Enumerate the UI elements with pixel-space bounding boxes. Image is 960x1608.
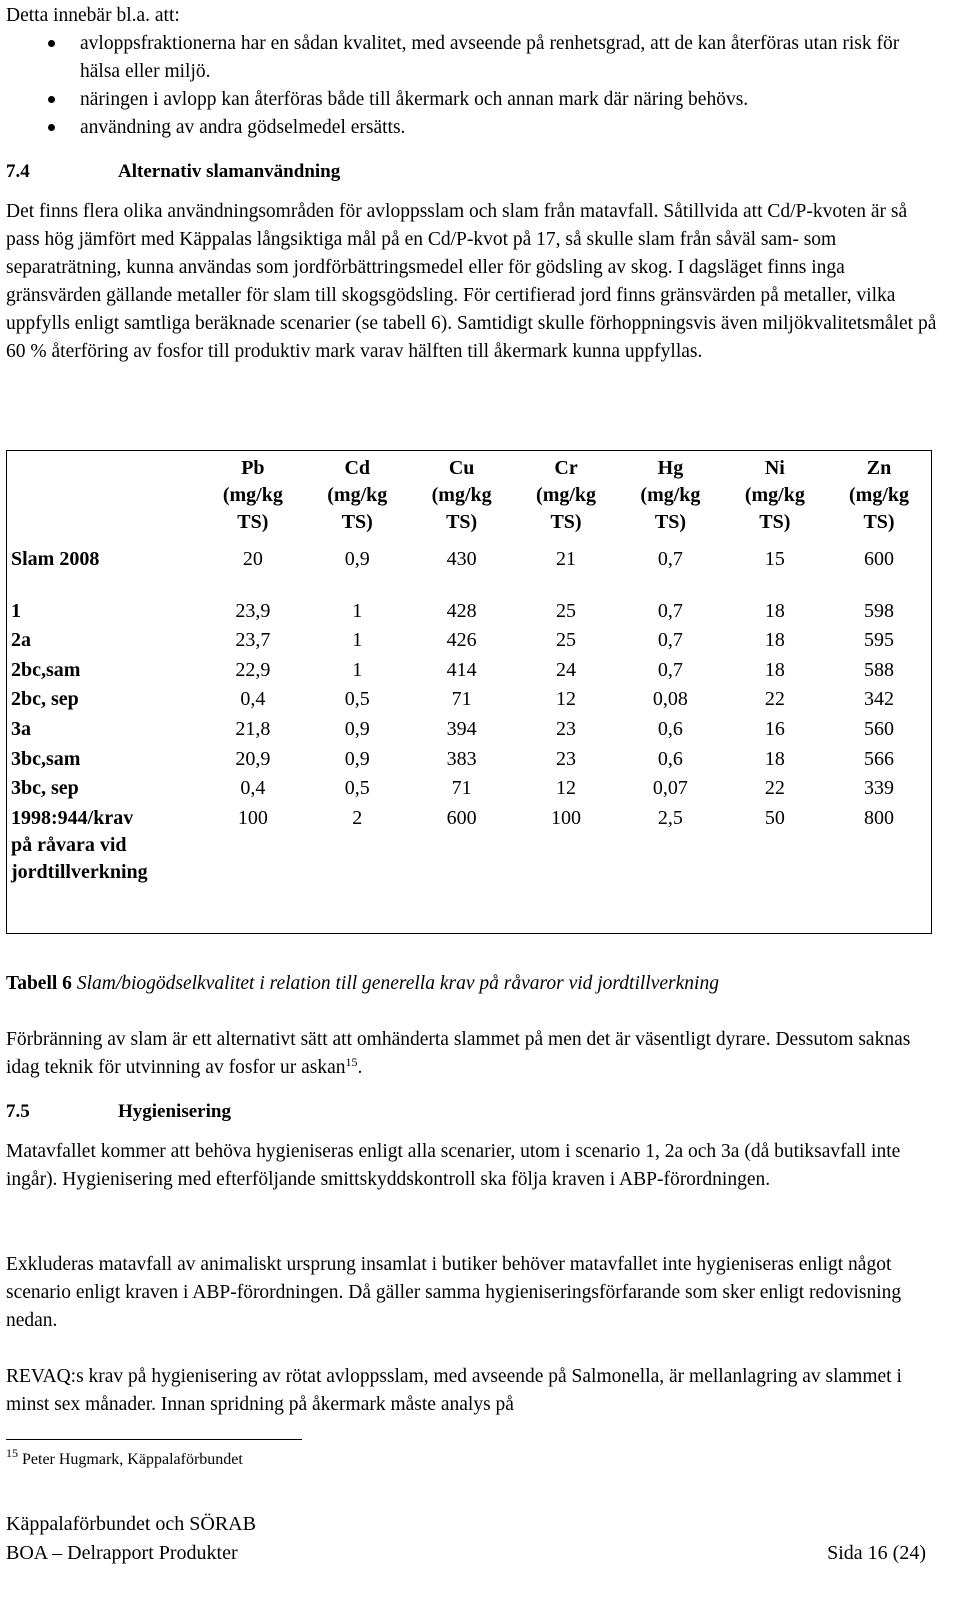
table-cell: 25 <box>556 599 577 622</box>
table-cell: 23,9 <box>235 599 271 622</box>
table-cell: 426 <box>446 629 477 652</box>
table-cell: 0,7 <box>657 658 683 681</box>
table-cell: 18 <box>764 629 785 652</box>
table-header-cell: Zn (mg/kg TS) <box>849 457 909 533</box>
table-cell: 0,07 <box>652 777 688 800</box>
paragraph-hygienisering-1: Matavfallet kommer att behöva hygieniseras enligt alla scenarier, utom i scenario 1, 2a och 3a (då butiksavfall inte ingår). Hygienisering med efterföljande smittskyddskontroll ska följa kraven i ABP-förordningen. <box>6 1141 901 1190</box>
table-cell: 600 <box>446 806 477 829</box>
section-title: Alternativ slamanvändning <box>118 161 341 182</box>
row-label: 3bc, sep <box>11 777 79 800</box>
table-cell: 0,6 <box>657 747 683 770</box>
list-item: näringen i avlopp kan återföras både till åkermark och annan mark där näring behövs. <box>6 86 940 114</box>
table-cell: 23 <box>556 718 577 741</box>
table-cell: 0,9 <box>344 547 370 570</box>
caption-text: Slam/biogödselkvalitet i relation till generella krav på råvaror vid jordtillverkning <box>76 973 719 994</box>
table-cell: 0,5 <box>344 777 370 800</box>
paragraph-hygienisering-2: Exkluderas matavfall av animaliskt ursprung insamlat i butiker behöver matavfallet inte hygieniseras enligt något scenario enligt kraven i ABP-förordningen. Då gäller samma hygieniseringsförfarande som sker enligt redovisning nedan. <box>6 1254 902 1331</box>
table-cell: 0,4 <box>240 688 266 711</box>
table-header-cell: Cr (mg/kg TS) <box>536 457 597 533</box>
table-cell: 342 <box>864 688 894 711</box>
table-spacer-row <box>7 576 932 598</box>
table-cell: 566 <box>864 747 894 770</box>
table-header-cell: Hg (mg/kg TS) <box>640 457 701 533</box>
section-heading-7-5 <box>6 1098 231 1126</box>
table-cell: 800 <box>864 806 894 829</box>
table-header-cell: Ni (mg/kg TS) <box>744 457 805 533</box>
table-row <box>7 716 932 746</box>
row-label: 3a <box>11 718 31 741</box>
table-cell: 560 <box>864 718 894 741</box>
row-label: Slam 2008 <box>11 547 100 570</box>
table-cell: 0,6 <box>657 718 683 741</box>
table-cell: 22,9 <box>235 658 271 681</box>
table-cell: 588 <box>864 658 894 681</box>
table-row <box>7 686 932 716</box>
table-cell: 0,4 <box>240 777 266 800</box>
table-cell: 23,7 <box>235 629 271 652</box>
table-cell: 20 <box>242 547 263 570</box>
table-row <box>7 775 932 805</box>
section-number: 7.5 <box>6 1101 30 1122</box>
table-cell: 16 <box>764 718 785 741</box>
table-cell: 2,5 <box>657 806 683 829</box>
table-cell: 0,7 <box>657 599 683 622</box>
table-cell: 1 <box>352 599 363 622</box>
metals-table <box>6 450 932 934</box>
table-header-row <box>7 451 932 546</box>
row-label: 1998:944/krav på råvara vid jordtillverkning <box>11 806 148 883</box>
table-cell: 25 <box>556 629 577 652</box>
table-row <box>7 657 932 687</box>
row-label: 2bc,sam <box>11 658 81 681</box>
page-number: Sida 16 (24) <box>827 1542 926 1564</box>
table-cell: 23 <box>556 747 577 770</box>
footer-organization: Käppalaförbundet och SÖRAB <box>6 1513 256 1535</box>
table-cell: 595 <box>864 629 894 652</box>
scenario-rows <box>7 598 932 805</box>
table-cell: 12 <box>556 688 577 711</box>
table-cell: 21,8 <box>235 718 271 741</box>
table-row <box>7 805 932 934</box>
footer-line <box>6 1539 926 1567</box>
footnote <box>6 1446 243 1470</box>
table-cell: 18 <box>764 658 785 681</box>
table-cell: 100 <box>237 806 268 829</box>
footnote-divider <box>6 1439 302 1440</box>
section-heading-7-4 <box>6 158 340 186</box>
row-label: 2a <box>11 629 31 652</box>
table-row <box>7 627 932 657</box>
table-cell: 414 <box>446 658 477 681</box>
row-label: 1 <box>11 599 21 622</box>
table-cell: 1 <box>352 629 363 652</box>
table-cell: 339 <box>864 777 894 800</box>
table-cell: 50 <box>764 806 785 829</box>
list-item: användning av andra gödselmedel ersätts. <box>6 114 940 142</box>
table-cell: 430 <box>446 547 477 570</box>
table-cell: 383 <box>446 747 477 770</box>
footnote-reference: 15 <box>345 1055 358 1069</box>
table-cell: 0,9 <box>344 747 370 770</box>
section-number: 7.4 <box>6 161 30 182</box>
table-cell: 600 <box>864 547 894 570</box>
table-cell: 0,9 <box>344 718 370 741</box>
section-title: Hygienisering <box>118 1101 231 1122</box>
table-cell: 0,5 <box>344 688 370 711</box>
table-header-cell: Cd (mg/kg TS) <box>327 457 388 533</box>
table-header-cell: Pb (mg/kg TS) <box>222 457 283 533</box>
bullet-list <box>6 30 940 142</box>
table-cell: 0,08 <box>652 688 688 711</box>
table-row <box>7 746 932 776</box>
table-header-corner <box>7 451 201 546</box>
table-cell: 71 <box>451 688 472 711</box>
paragraph-forbranning: Förbränning av slam är ett alternativt sätt att omhänderta slammet på men det är väsentligt dyrare. Dessutom saknas idag teknik för utvinning av fosfor ur askan$^{15}$. <box>6 1029 911 1078</box>
table-cell: 100 <box>551 806 582 829</box>
table-cell: 18 <box>764 599 785 622</box>
table-caption <box>6 970 719 998</box>
table-cell: 598 <box>864 599 894 622</box>
footnote-text: Peter Hugmark, Käppalaförbundet <box>22 1451 243 1468</box>
row-label: 2bc, sep <box>11 688 79 711</box>
paragraph-alternativ: Det finns flera olika användningsområden för avloppsslam och slam från matavfall. Såtillvida att Cd/P-kvoten är så pass hög jämfört med Käppalas långsiktiga mål på en Cd/P-kvot på 17, så skulle slam från såväl sam- som separaträtning, kunna användas som jordförbättringsmedel eller för gödsling av skog. I dagsläget finns inga gränsvärden gällande metaller för slam till skogsgödsling. För certifierad jord finns gränsvärden på metaller, vilka uppfylls enligt samtliga beräknade scenarier (se tabell 6). Samtidigt skulle förhoppningsvis även miljökvalitetsmålet på 60 % återföring av fosfor till produktiv mark varav hälften till åkermark kunna uppfyllas. <box>6 201 937 362</box>
table-header-cell: Cu (mg/kg TS) <box>431 457 492 533</box>
footnote-number: 15 <box>6 1446 18 1460</box>
table-cell: 24 <box>556 658 577 681</box>
table-cell: 0,7 <box>657 629 683 652</box>
footer-report-title: BOA – Delrapport Produkter <box>6 1542 238 1564</box>
table-cell: 2 <box>352 806 363 829</box>
table-cell: 71 <box>451 777 472 800</box>
table-cell: 0,7 <box>657 547 683 570</box>
intro-text: Detta innebär bl.a. att: <box>6 5 180 26</box>
table-cell: 21 <box>556 547 577 570</box>
table-cell: 12 <box>556 777 577 800</box>
table-cell: 22 <box>764 688 785 711</box>
table-cell: 428 <box>446 599 477 622</box>
caption-label: Tabell 6 <box>6 973 72 994</box>
row-label: 3bc,sam <box>11 747 81 770</box>
table-cell: 22 <box>764 777 785 800</box>
table-row <box>7 546 932 576</box>
table-cell: 18 <box>764 747 785 770</box>
list-item: avloppsfraktionerna har en sådan kvalitet, med avseende på renhetsgrad, att de kan återföras utan risk för hälsa eller miljö. <box>6 30 940 86</box>
paragraph-hygienisering-3: REVAQ:s krav på hygienisering av rötat avloppsslam, med avseende på Salmonella, är mellanlagring av slammet i minst sex månader. Innan spridning på åkermark måste analys på <box>6 1366 902 1415</box>
table-row <box>7 598 932 628</box>
table-cell: 1 <box>352 658 363 681</box>
table-cell: 20,9 <box>235 747 271 770</box>
table-cell: 15 <box>764 547 785 570</box>
table-cell: 394 <box>446 718 477 741</box>
